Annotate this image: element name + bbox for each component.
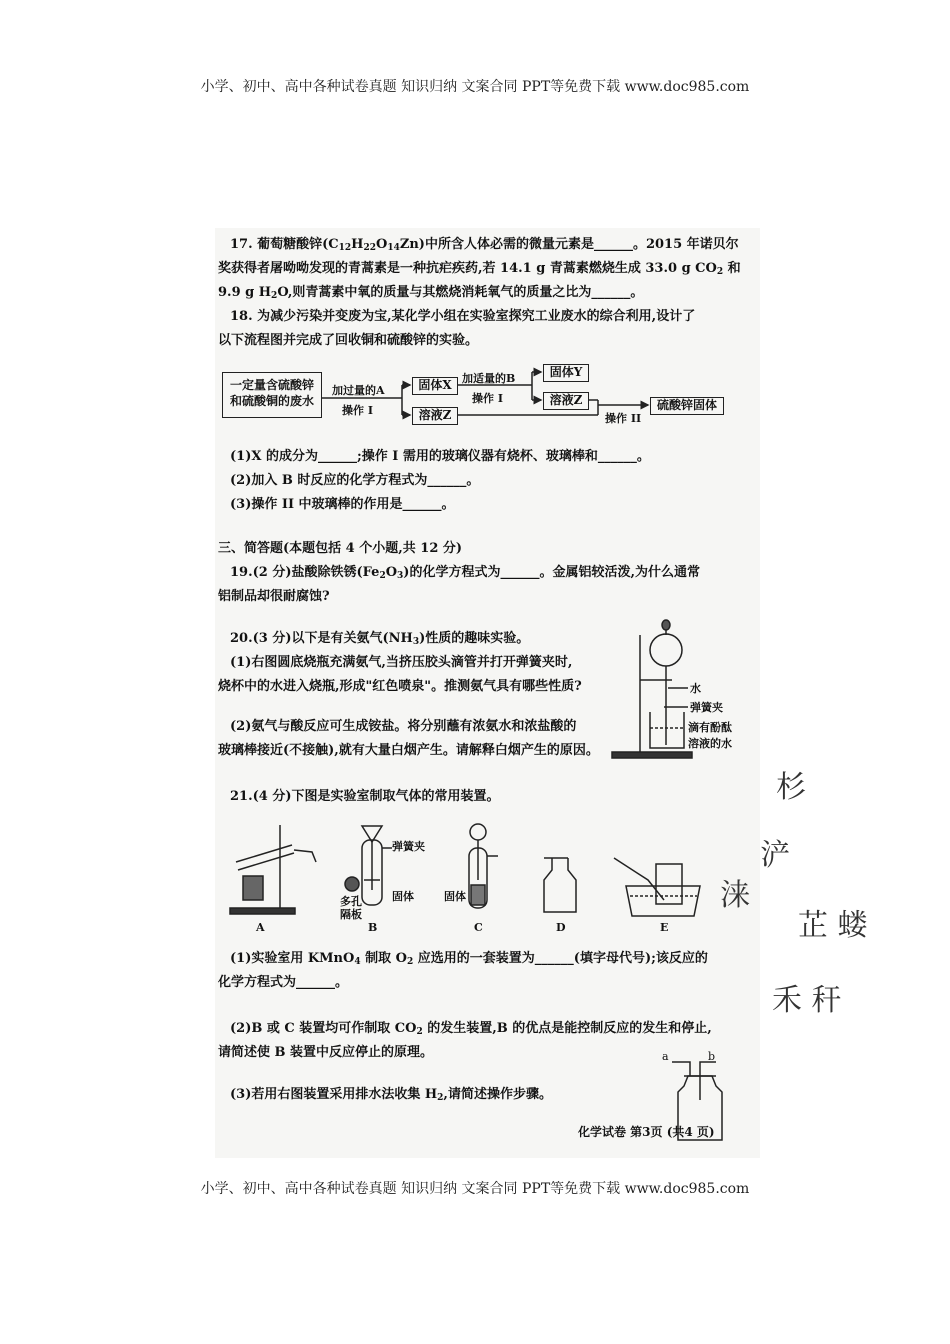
q21-sub1-line2: 化学方程式为______。 <box>218 975 349 990</box>
flow-filtrate-z2: 溶液Z <box>543 392 589 410</box>
fig-label-phenolphthalein-2: 溶液的水 <box>688 737 732 750</box>
q21-line1: 21.(4 分)下图是实验室制取气体的常用装置。 <box>230 789 500 804</box>
q17-line3: 9.9 g $H_2O$,则青蒿素中氧的质量与其燃烧消耗氧气的质量之比为______。 <box>218 285 644 301</box>
apparatus-label-c: C <box>474 921 483 934</box>
flow-product: 硫酸锌固体 <box>650 397 724 415</box>
fig-label-clip: 弹簧夹 <box>690 701 723 714</box>
q18-sub2: (2)加入 B 时反应的化学方程式为______。 <box>230 473 480 488</box>
flow-solid-x: 固体X <box>412 377 458 395</box>
apparatus-label-d: D <box>556 921 566 934</box>
flow-solid-y: 固体Y <box>543 364 589 382</box>
flow-op1b: 操作 I <box>472 392 503 405</box>
handwriting-4: 芷 蝼 <box>798 908 868 943</box>
q20-line4: (2)氨气与酸反应可生成铵盐。将分别蘸有浓氨水和浓盐酸的 <box>230 719 577 734</box>
q19-line2: 铝制品却很耐腐蚀? <box>218 589 330 604</box>
header-banner: 小学、初中、高中各种试卷真题 知识归纳 文案合同 PPT等免费下载 www.doc985.com <box>200 79 750 95</box>
apparatus-b-porous-2: 隔板 <box>340 908 362 921</box>
apparatus-b-clip: 弹簧夹 <box>392 840 425 853</box>
flow-add-b: 加适量的B <box>462 372 516 385</box>
fig-label-phenolphthalein-1: 滴有酚酞 <box>688 721 732 734</box>
q20-line2: (1)右图圆底烧瓶充满氨气,当挤压胶头滴管并打开弹簧夹时, <box>230 655 573 670</box>
handwriting-1: 杉 <box>776 770 806 805</box>
bottle-port-a: a <box>662 1050 669 1063</box>
q17-line2: 奖获得者屠呦呦发现的青蒿素是一种抗疟疾药,若 14.1 g 青蒿素燃烧生成 33.0 g $CO_2$ 和 <box>218 261 741 277</box>
q17-line1: 17. 葡萄糖酸锌$(C_{12}H_{22}O_{14}Zn)$中所含人体必需的微量元素是______。2015 年诺贝尔 <box>230 237 739 253</box>
footer-banner: 小学、初中、高中各种试卷真题 知识归纳 文案合同 PPT等免费下载 www.doc985.com <box>200 1181 750 1197</box>
apparatus-b-porous-1: 多孔 <box>340 895 362 908</box>
apparatus-label-b: B <box>368 921 378 934</box>
handwriting-2: 浐 <box>760 838 790 873</box>
handwriting-3: 涞 <box>720 878 750 913</box>
apparatus-b-solid: 固体 <box>392 890 414 903</box>
q20-line5: 玻璃棒接近(不接触),就有大量白烟产生。请解释白烟产生的原因。 <box>218 743 599 758</box>
flow-add-a: 加过量的A <box>332 384 385 397</box>
q18-line2: 以下流程图并完成了回收铜和硫酸锌的实验。 <box>218 333 479 348</box>
q21-sub2-line2: 请简述使 B 装置中反应停止的原理。 <box>218 1045 434 1060</box>
flow-start-box: 一定量含硫酸锌 和硫酸铜的废水 <box>222 372 322 418</box>
q18-sub3: (3)操作 II 中玻璃棒的作用是______。 <box>230 497 455 512</box>
flow-op2: 操作 II <box>605 412 642 425</box>
q21-sub3: (3)若用右图装置采用排水法收集 $H_2$,请简述操作步骤。 <box>230 1087 552 1103</box>
apparatus-label-e: E <box>660 921 669 934</box>
apparatus-c-solid: 固体 <box>444 890 466 903</box>
section3-heading: 三、简答题(本题包括 4 个小题,共 12 分) <box>218 541 463 556</box>
fig-label-water: 水 <box>690 682 701 695</box>
flow-op1a: 操作 I <box>342 404 373 417</box>
q20-line3: 烧杯中的水进入烧瓶,形成"红色喷泉"。推测氨气具有哪些性质? <box>218 679 582 694</box>
q18-line1: 18. 为减少污染并变废为宝,某化学小组在实验室探究工业废水的综合利用,设计了 <box>230 309 696 324</box>
page-label: 化学试卷 第3页 (共4 页) <box>578 1125 715 1139</box>
q19-line1: 19.(2 分)盐酸除铁锈$(Fe_2O_3)$的化学方程式为______。金属铝较活泼,为什么通常 <box>230 565 700 581</box>
apparatus-label-a: A <box>256 921 265 934</box>
handwriting-5: 禾 秆 <box>772 983 842 1018</box>
q21-sub2-line1: (2)B 或 C 装置均可作制取 $CO_2$ 的发生装置,B 的优点是能控制反应的发生和停止, <box>230 1021 712 1037</box>
q21-sub1-line1: (1)实验室用 KMnO$_4$ 制取 $O_2$ 应选用的一套装置为______(填字母代号);该反应的 <box>230 951 708 967</box>
q20-line1: 20.(3 分)以下是有关氨气$(NH_3)$性质的趣味实验。 <box>230 631 530 647</box>
q18-sub1: (1)X 的成分为______;操作 I 需用的玻璃仪器有烧杯、玻璃棒和______。 <box>230 449 650 464</box>
bottle-port-b: b <box>708 1050 716 1063</box>
flow-filtrate-z1: 溶液Z <box>412 407 458 425</box>
